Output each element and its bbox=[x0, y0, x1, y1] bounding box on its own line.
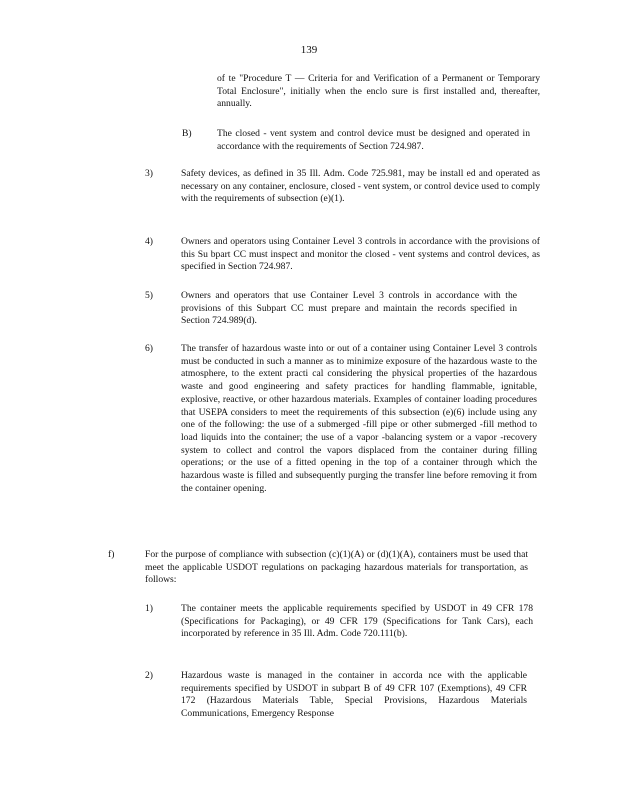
item-f2-paragraph bbox=[181, 670, 527, 721]
item-3-paragraph bbox=[181, 168, 540, 206]
item-f-text: For the purpose of compliance with subsection (c)(1)(A) or (d)(1)(A), containers must be used that meet the applicable USDOT regulations on packaging hazardous materials for transportation, as follows: bbox=[145, 549, 528, 586]
item-f2-label: 2) bbox=[145, 670, 153, 681]
item-3-text: Safety devices, as defined in 35 Ill. Adm. Code 725.981, may be install ed and operated as necessary on any container, enclosure, closed - vent system, or control device used to comply with the requirements of subsection (e)(1). bbox=[181, 168, 540, 205]
item-B-paragraph bbox=[217, 128, 530, 153]
item-f2-text: Hazardous waste is managed in the container in accorda nce with the applicable requirements specified by USDOT in subpart B of 49 CFR 107 (Exemptions), 49 CFR 172 (Hazardous Materials Table, Special Provisions, Hazardous Materials Communications, Emergency Response bbox=[181, 670, 527, 720]
item-f-paragraph bbox=[145, 549, 528, 587]
item-4-label: 4) bbox=[145, 236, 153, 247]
item-5-text: Owners and operators that use Container Level 3 controls in accordance with the provisions of this Subpart CC must prepare and maintain the records specified in Section 724.989(d). bbox=[181, 290, 517, 327]
continuation-text: of te "Procedure T — Criteria for and Verification of a Permanent or Temporary Total Enclosure", initially when the enclo sure is first installed and, thereafter, annually. bbox=[217, 73, 540, 110]
item-f1-text: The container meets the applicable requirements specified by USDOT in 49 CFR 178 (Specifications for Packaging), or 49 CFR 179 (Specifications for Tank Cars), each incorporated by reference in 35 Ill. Adm. Code 720.111(b). bbox=[181, 603, 533, 640]
page-number: 139 bbox=[300, 44, 318, 56]
item-f1-paragraph bbox=[181, 603, 533, 641]
continuation-paragraph bbox=[217, 73, 540, 111]
item-3-label: 3) bbox=[145, 168, 153, 179]
item-4-text: Owners and operators using Container Level 3 controls in accordance with the provisions of this Su bpart CC must inspect and monitor the closed - vent systems and control devices, as specified in Section 724.987. bbox=[181, 236, 540, 273]
item-B-label: B) bbox=[182, 128, 192, 139]
item-4-paragraph bbox=[181, 236, 540, 274]
item-B-text: The closed - vent system and control device must be designed and operated in accordance with the requirements of Section 724.987. bbox=[217, 128, 530, 152]
item-f-label: f) bbox=[108, 549, 115, 560]
item-6-label: 6) bbox=[145, 343, 153, 354]
item-5-paragraph bbox=[181, 290, 517, 328]
item-6-text: The transfer of hazardous waste into or out of a container using Container Level 3 controls must be conducted in such a manner as to minimize exposure of the hazardous waste to the atmosphere, to the extent practi cal considering the physical properties of the hazardous waste and good engineering and safety practices for handling flammable, ignitable, explosive, reactive, or other hazardous materials. Examples of container loading procedures that USEPA considers to meet the requirements of this subsection (e)(6) include using any one of the following: the use of a submerged -fill pipe or other submerged -fill method to load liquids into the container; the use of a vapor -balancing system or a vapor -recovery system to collect and control the vapors displaced from the container during filling operations; or the use of a fitted opening in the top of a container through which the hazardous waste is filled and subsequently purging the transfer line before removing it from the container opening. bbox=[181, 343, 537, 494]
item-6-paragraph bbox=[181, 343, 537, 495]
item-f1-label: 1) bbox=[145, 603, 153, 614]
item-5-label: 5) bbox=[145, 290, 153, 301]
